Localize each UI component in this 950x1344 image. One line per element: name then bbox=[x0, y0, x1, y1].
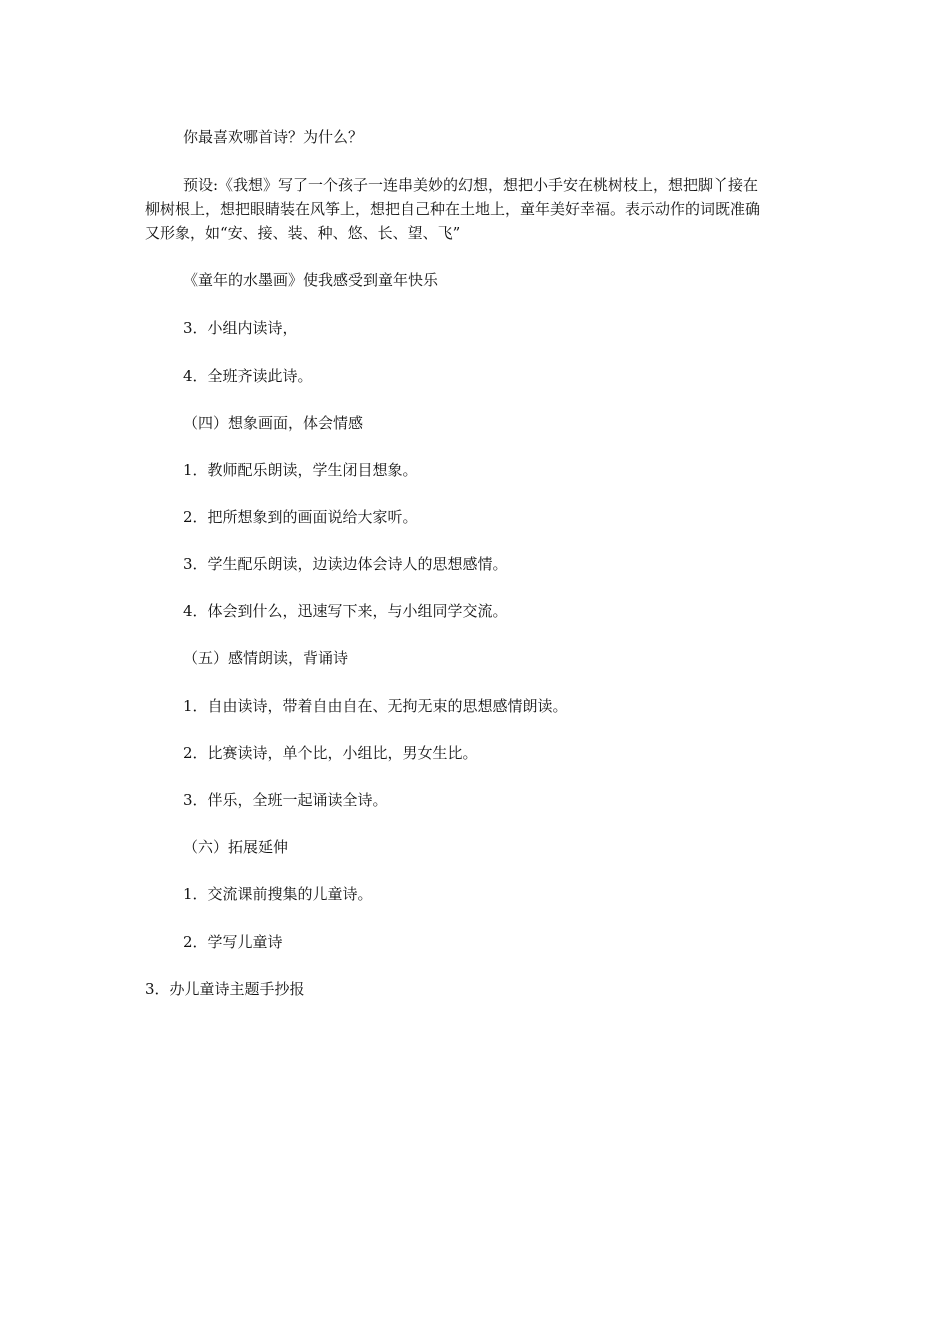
question-line: 你最喜欢哪首诗？为什么？ bbox=[183, 128, 364, 146]
section-5-item-1: 1．自由读诗，带着自由自在、无拘无束的思想感情朗读。 bbox=[183, 697, 568, 715]
section-4-item-1: 1．教师配乐朗读，学生闭目想象。 bbox=[183, 461, 418, 479]
preset-line-2: 柳树根上，想把眼睛装在风筝上，想把自己种在土地上，童年美好幸福。表示动作的词既准确 bbox=[145, 200, 761, 218]
ink-painting-line: 《童年的水墨画》使我感受到童年快乐 bbox=[183, 271, 439, 289]
step-3-line: 3．小组内读诗， bbox=[183, 319, 298, 337]
section-4-title: （四）想象画面，体会情感 bbox=[183, 414, 364, 432]
preset-line-1: 预设:《我想》写了一个孩子一连串美妙的幻想，想把小手安在桃树枝上，想把脚丫接在 bbox=[183, 176, 759, 194]
section-6-item-1: 1．交流课前搜集的儿童诗。 bbox=[183, 885, 373, 903]
step-4-line: 4．全班齐读此诗。 bbox=[183, 367, 313, 385]
section-4-item-2: 2．把所想象到的画面说给大家听。 bbox=[183, 508, 418, 526]
preset-paragraph bbox=[145, 173, 811, 245]
section-6-item-2: 2．学写儿童诗 bbox=[183, 933, 283, 951]
section-5-item-3: 3．伴乐，全班一起诵读全诗。 bbox=[183, 791, 388, 809]
section-6-title: （六）拓展延伸 bbox=[183, 838, 289, 856]
preset-line-3: 又形象，如“安、接、装、种、悠、长、望、飞” bbox=[145, 224, 461, 242]
final-item-line: 3．办儿童诗主题手抄报 bbox=[145, 980, 305, 998]
section-4-item-4: 4．体会到什么，迅速写下来，与小组同学交流。 bbox=[183, 602, 508, 620]
section-5-item-2: 2．比赛读诗，单个比，小组比，男女生比。 bbox=[183, 744, 478, 762]
section-5-title: （五）感情朗读，背诵诗 bbox=[183, 649, 349, 667]
section-4-item-3: 3．学生配乐朗读，边读边体会诗人的思想感情。 bbox=[183, 555, 508, 573]
